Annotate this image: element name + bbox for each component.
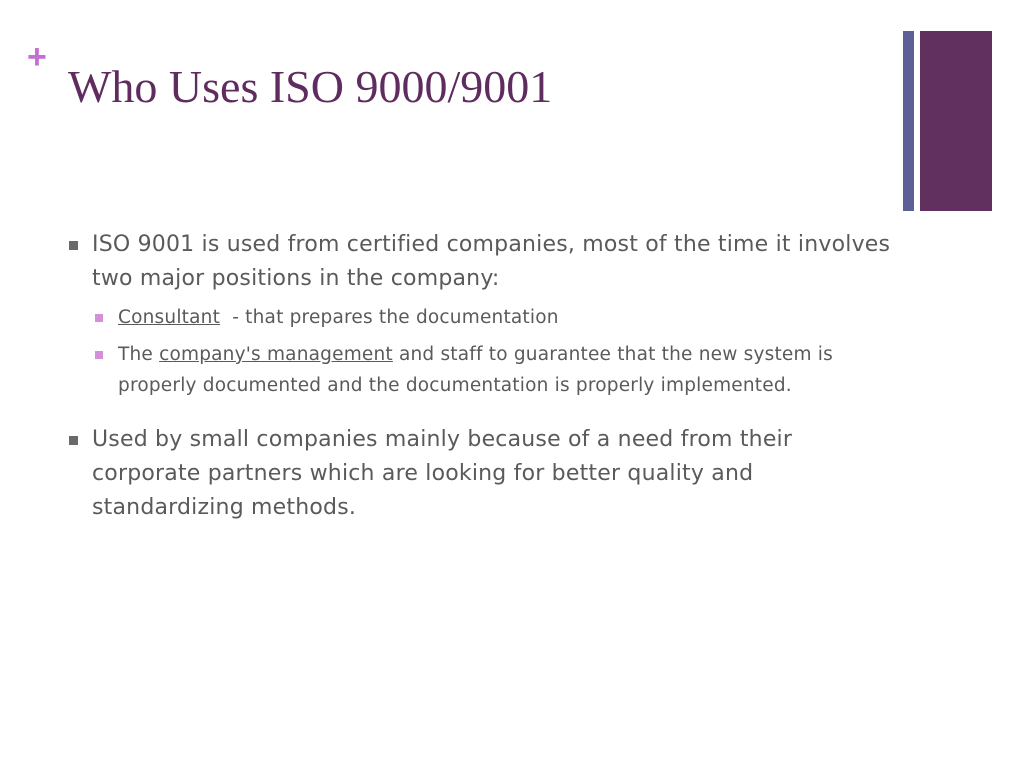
sub-bullet-item [92, 302, 898, 333]
sub-bullet-item [92, 339, 898, 401]
square-bullet-icon [69, 436, 78, 445]
bullet-text: Used by small companies mainly because of a need from their corporate partners which are looking for better quality and standardizing methods. [92, 427, 793, 520]
square-bullet-icon [69, 241, 78, 250]
consultant-link[interactable]: Consultant [118, 307, 221, 328]
slide-title: Who Uses ISO 9000/9001 [68, 61, 553, 112]
bullet-text: ISO 9001 is used from certified companies, most of the time it involves two major positions in the company: [92, 232, 891, 291]
sub-bullet-suffix: - that prepares the documentation [220, 307, 559, 328]
sub-bullet-list [92, 302, 898, 401]
decorative-thin-bar [903, 31, 914, 211]
sub-bullet-prefix: The [118, 344, 160, 365]
sub-bullet-suffix: and staff to guarantee that the new system is properly documented and the documentation is properly implemented. [118, 344, 840, 396]
square-bullet-icon [95, 314, 103, 322]
plus-icon: + [27, 38, 47, 76]
company-management-link[interactable]: company's management [159, 344, 393, 365]
square-bullet-icon [95, 351, 103, 359]
bullet-item [68, 423, 898, 525]
bullet-item [68, 228, 898, 401]
slide-content [68, 228, 898, 525]
decorative-thick-bar [920, 31, 992, 211]
